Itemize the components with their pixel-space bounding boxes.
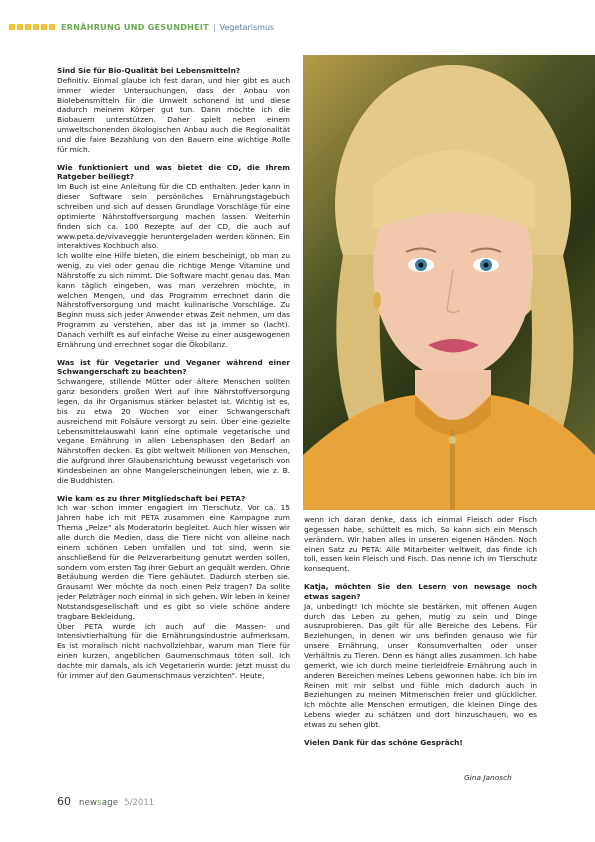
page-header — [9, 21, 274, 33]
subsection-title: Vegetarismus — [219, 22, 275, 32]
answer-peta: Ich war schon immer engagiert im Tierschutz. Vor ca. 15 Jahren habe ich mit PETA zusammen eine Kampagne zum Thema „Pelze“ als Moderatorin begleitet. Auch hier wissen wir alle durch die Medien, dass die Tiere nicht von alleine nach einem schönen Leben umfallen und tot sind, wenn sie anschließend für die Pelzverarbeitung genutzt werden sollen, sondern vom ersten Tag ihrer Geburt an gequält werden. Ohne Betäubung werden die Tiere gehäutet. Dadurch sterben sie. Grausam! Wer möchte da noch einen Pelz tragen? Da sollte jeder Pelzträger noch einmal in sich gehen. Wir leben in keiner Notstandsgesellschaft und es gibt so viele schöne andere tragbare Bekleidung. — [57, 503, 290, 621]
question-pregnancy: Was ist für Vegetarier und Veganer während einer Schwangerschaft zu beachten? — [57, 357, 290, 377]
article-column-right — [304, 515, 537, 748]
answer-cd-2: Ich wollte eine Hilfe bieten, die einem bescheinigt, ob man zu wenig, zu viel oder genau die richtige Menge Vitamine und Nährstoffe zu sich nimmt. Die Software macht genau das. Man kann täglich eingeben, was man verzehren möchte, in welchen Mengen, und das Programm errechnet dann die Nährstoffversorgung und macht kulinarische Vorschläge. Zu Beginn muss sich jeder Anwender etwas Zeit nehmen, um das Programm zu verstehen, aber das ist ja immer so (lacht). Danach verhilft es auf einfache Weise zu einer ausgewogenen Ernährung und errechnet sogar die Ökobilanz. — [57, 251, 290, 349]
question-cd: Wie funktioniert und was bietet die CD, die Ihrem Ratgeber beiliegt? — [57, 162, 290, 182]
answer-pregnancy: Schwangere, stillende Mütter oder ältere Menschen sollten ganz besonders großen Wert auf ihre Nährstoffversorgung legen, da ihr Organismus stärker belastet ist. Wichtig ist es, bis zu etwa 20 Wochen vor einer Schwangerschaft ausreichend mit Folsäure versorgt zu sein. Über eine gezielte Lebensmittelauswahl kann eine optimale vegetarische und vegane Ernährung in allen Lebensphasen den Bedarf an Nährstoffen decken. Es gibt weltweit Millionen von Menschen, die aufgrund ihrer Glaubensrichtung bewusst vegetarisch von Kindesbeinen an ohne Mangelerscheinungen leben, wie z. B. die Buddhisten. — [57, 377, 290, 485]
question-closing: Katja, möchten Sie den Lesern von newsage noch etwas sagen? — [304, 582, 537, 601]
article-column-left — [57, 66, 290, 681]
magazine-brand: newsage — [79, 798, 119, 808]
answer-closing: Ja, unbedingt! Ich möchte sie bestärken, mit offenen Augen durch das Leben zu gehen, mutig zu sein und Dinge auszuprobieren. Das gilt für alle Bereiche des Lebens. Für Beziehungen, in denen wir uns befinden genauso wie für unsere Ernährung, unser Konsumverhalten oder unser Verhältnis zu Tieren. Denn es hängt alles zusammen. Ich habe gemerkt, wie ich durch meine tierleidfreie Ernährung auch in anderen Bereichen meines Lebens gewonnen habe. Ich bin im Reinen mit mir selbst und fühle mich dadurch auch in Beziehungen zu meinen Mitmenschen freier und glücklicher. Ich möchte alle Menschen ermutigen, die kleinen Dinge des Lebens wieder zu schätzen und dort hinzuschauen, wo es etwas zu sehen gibt. — [304, 601, 537, 729]
issue-number: 5/2011 — [124, 798, 155, 808]
answer-bio: Definitiv. Einmal glaube ich fest daran, und hier gibt es auch immer wieder Untersuchungen, dass der Anbau von Biolebensmitteln für die Umwelt schonend ist und diese dadurch meinem Körper gut tun. Dann möchte ich die Biobauern unterstützen. Daher spielt neben einem umweltschonenden ökologischen Anbau auch die Regionalität und die faire Bezahlung von den Bauern eine wichtige Rolle für mich. — [57, 75, 290, 154]
answer-peta-2: Über PETA wurde ich auch auf die Massen- und Intensivtierhaltung für die Ernährungsindustrie aufmerksam. Es ist moralisch nicht nachvollziehbar, warum man Tiere für einen kurzen, angeblichen Gaumenschmaus töten soll. Ich dachte mir damals, als ich Vegetarierin wurde: Jetzt musst du für immer auf den Gaumenschmaus verzichten“. Heute, — [57, 621, 290, 680]
page-number: 60 — [57, 795, 71, 808]
continuation-paragraph: wenn ich daran denke, dass ich einmal Fleisch oder Fisch gegessen habe, schüttelt es mich. So kann sich ein Mensch verändern. Wir haben alles in unseren eigenen Händen. Noch einen Satz zu PETA: Alle Mitarbeiter weltweit, das finde ich toll, essen kein Fleisch und Fisch. Das nenne ich im Tierschutz konsequent. — [304, 515, 537, 574]
portrait-photo — [303, 55, 595, 510]
portrait-illustration — [303, 55, 595, 510]
header-squares-decoration — [9, 24, 55, 30]
answer-cd: Im Buch ist eine Anleitung für die CD enthalten. Jeder kann in dieser Software sein persönliches Ernährungstagebuch schreiben und sich auf dessen Grundlage Vorschläge für eine optimierte Nährstoffversorgung machen lassen. Weiterhin finden sich ca. 100 Rezepte auf der CD, die auch auf www.peta.de/vivaveggie heruntergeladen werden können. Ein interaktives Kochbuch also. — [57, 182, 290, 251]
section-title: ERNÄHRUNG UND GESUNDHEIT — [61, 22, 209, 32]
header-separator: | — [212, 22, 216, 32]
question-peta: Wie kam es zu Ihrer Mitgliedschaft bei PETA? — [57, 493, 246, 503]
closing-thanks: Vielen Dank für das schöne Gespräch! — [304, 737, 463, 747]
page-footer — [57, 795, 154, 808]
question-bio: Sind Sie für Bio-Qualität bei Lebensmitteln? — [57, 66, 241, 75]
author-signature: Gina Janosch — [464, 773, 512, 782]
